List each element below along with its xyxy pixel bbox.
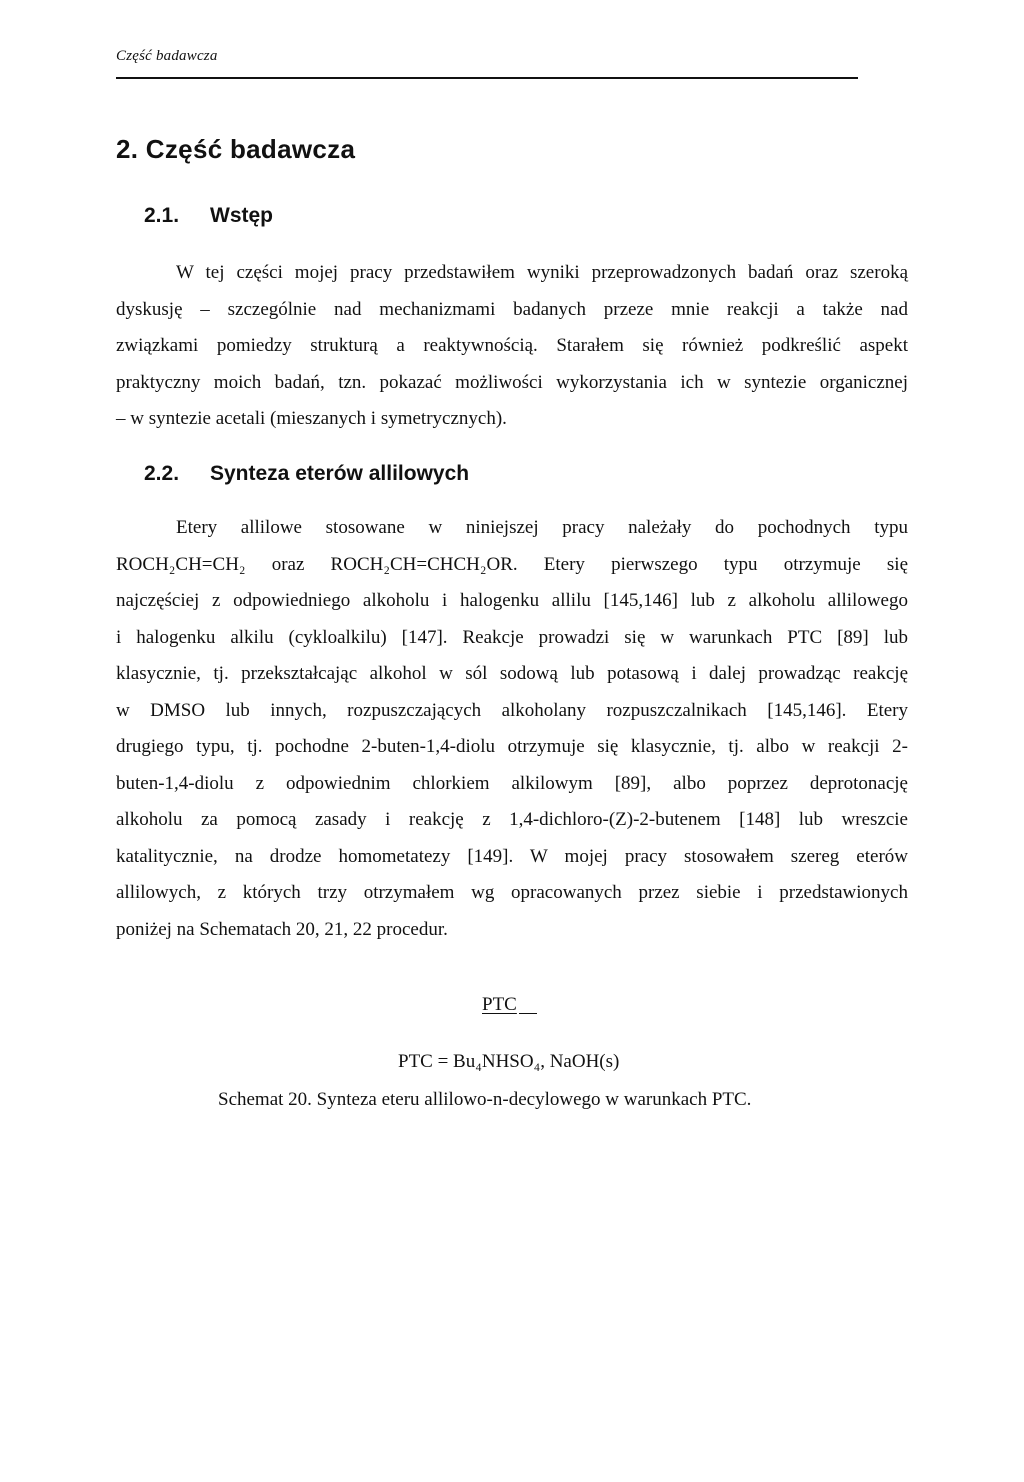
scheme-arrow-label: PTC (482, 994, 537, 1016)
intro-line: W tej części mojej pracy przedstawiłem wyniki przeprowadzonych badań oraz szeroką (176, 262, 908, 283)
synthesis-line: i halogenku alkilu (cykloalkilu) [147]. Reakcje prowadzi się w warunkach PTC [89] lub (116, 626, 908, 648)
synthesis-line: allilowych, z których trzy otrzymałem wg opracowanych przez siebie i przedstawionych (116, 882, 908, 903)
subsection-heading-intro (144, 204, 273, 228)
synthesis-line: ROCH₂CH=CH₂ oraz ROCH₂CH=CHCH₂OR. Etery pierwszego typu otrzymuje się (116, 553, 908, 575)
synthesis-line: najczęściej z odpowiedniego alkoholu i halogenku allilu [145,146] lub z alkoholu allilowego (116, 590, 908, 611)
synthesis-line: buten-1,4-diolu z odpowiednim chlorkiem alkilowym [89], albo poprzez deprotonację (116, 772, 908, 794)
synthesis-line: Etery allilowe stosowane w niniejszej pracy należały do pochodnych typu (176, 517, 908, 538)
synthesis-paragraph (116, 510, 908, 948)
section-title: 2. Część badawcza (116, 134, 356, 164)
intro-paragraph (116, 255, 908, 438)
scheme-conditions: PTC = Bu₄NHSO₄, NaOH(s) (398, 1051, 620, 1072)
synthesis-line: klasycznie, tj. przekształcając alkohol w sól sodową lub potasową i dalej prowadząc reakcję (116, 663, 908, 684)
subsection-number: 2.2. (144, 462, 180, 485)
subsection-number: 2.1. (144, 204, 180, 227)
scheme-caption: Schemat 20. Synteza eteru allilowo-n-decylowego w warunkach PTC. (218, 1089, 752, 1110)
synthesis-line: katalitycznie, na drodze homometatezy [149]. W mojej pracy stosowałem szereg eterów (116, 845, 908, 867)
synthesis-line: drugiego typu, tj. pochodne 2-buten-1,4-diolu otrzymuje się klasycznie, tj. albo w reakcji 2- (116, 736, 908, 757)
running-head: Część badawcza (116, 48, 218, 64)
intro-line: – w syntezie acetali (mieszanych i symetrycznych). (116, 408, 507, 429)
synthesis-line: w DMSO lub innych, rozpuszczających alkoholany rozpuszczalnikach [145,146]. Etery (116, 699, 908, 721)
intro-line: związkami pomiedzy strukturą a reaktywnością. Starałem się również podkreślić aspekt (116, 335, 908, 356)
intro-line: dyskusję – szczególnie nad mechanizmami badanych przeze mnie reakcji a także nad (116, 298, 908, 320)
subsection-title: Synteza eterów allilowych (210, 462, 470, 485)
header-rule (116, 77, 858, 79)
subsection-heading-synthesis (144, 462, 469, 486)
synthesis-line: poniżej na Schematach 20, 21, 22 procedur. (116, 918, 448, 940)
subsection-title: Wstęp (210, 204, 273, 227)
synthesis-line: alkoholu za pomocą zasady i reakcję z 1,4-dichloro-(Z)-2-butenem [148] lub wreszcie (116, 809, 908, 830)
intro-line: praktyczny moich badań, tzn. pokazać możliwości wykorzystania ich w syntezie organicznej (116, 371, 908, 393)
